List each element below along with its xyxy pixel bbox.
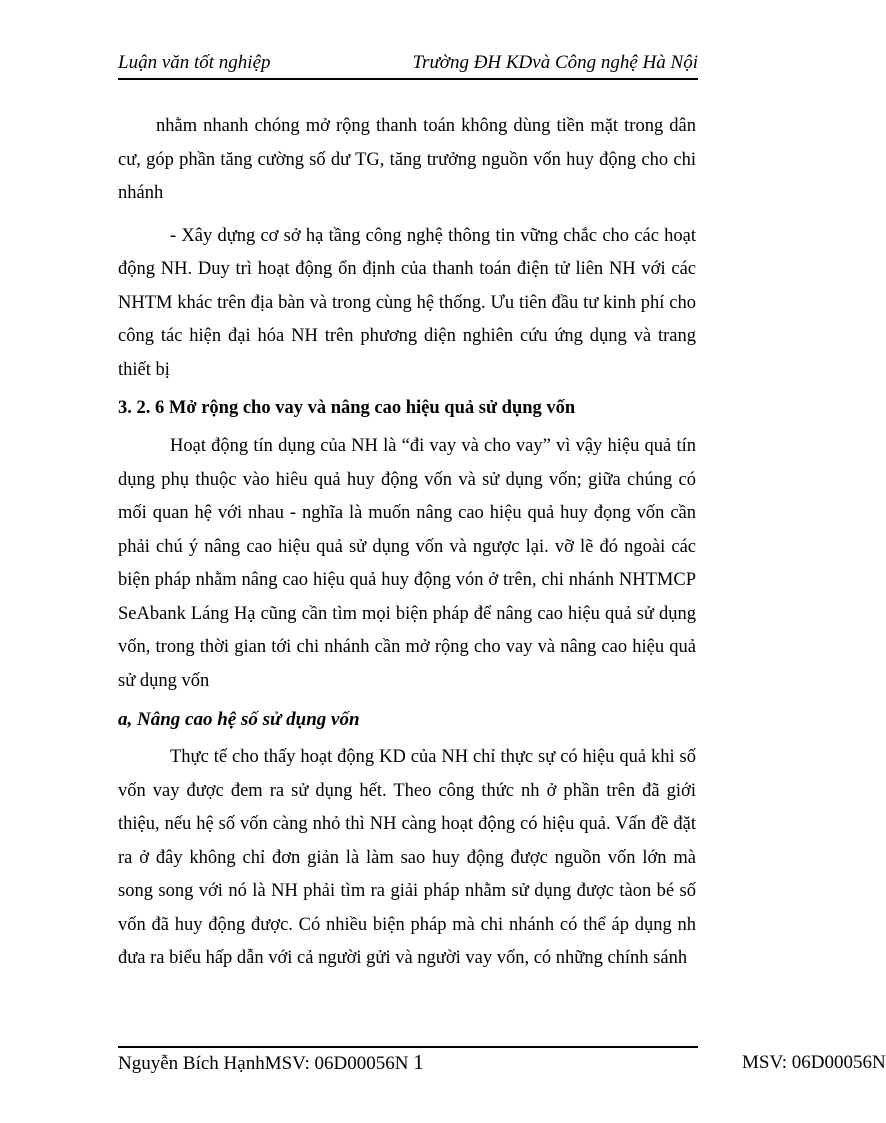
header-divider — [118, 78, 698, 80]
header-university-name: Trường ĐH KDvà Công nghệ Hà Nội — [412, 52, 698, 73]
paragraph-it-infrastructure: - Xây dựng cơ sở hạ tầng công nghệ thông tin vững chắc cho các hoạt động NH. Duy trì hoạt động ổn định của thanh toán điện tử liên NH với các NHTM khác trên địa bàn và trong cùng hệ thống. Ưu tiên đầu tư kinh phí cho công tác hiện đại hóa NH trên phương diện nghiên cứu ứng dụng và trang thiết bị — [118, 225, 696, 380]
section-heading-3-2-6: 3. 2. 6 Mở rộng cho vay và nâng cao hiệu quả sử dụng vốn — [118, 398, 576, 418]
paragraph-credit-activity: Hoạt động tín dụng của NH là “đi vay và cho vay” vì vậy hiệu quả tín dụng phụ thuộc vào hiêu quả huy động vốn và sử dụng vốn; giữa chúng có mối quan hệ với nhau - nghĩa là muốn nâng cao hiệu quả huy đọng vốn cần phải chú ý nâng cao hiệu quả sử dụng vốn và ngược lại. vỡ lẽ đó ngoài các biện pháp nhằm nâng cao hiệu quả huy động vón ở trên, chi nhánh NHTMCP SeAbank Láng Hạ cũng cần tìm mọi biện pháp để nâng cao hiệu quả sử dụng vốn, trong thời gian tới chi nhánh cần mở rộng cho vay và nâng cao hiệu quả sử dụng vốn — [118, 436, 696, 691]
paragraph-payment-expansion: nhằm nhanh chóng mở rộng thanh toán không dùng tiền mặt trong dân cư, góp phần tăng cường số dư TG, tăng trưởng nguồn vốn huy động cho chi nhánh — [118, 116, 696, 203]
page-header — [118, 50, 698, 80]
footer-student-id: MSV: 06D00056N — [742, 1052, 886, 1073]
page-number: 1 — [413, 1050, 424, 1074]
footer-divider — [118, 1046, 698, 1048]
subsection-heading-a: a, Nâng cao hệ số sử dụng vốn — [118, 709, 360, 730]
footer-author: Nguyễn Bích HạnhMSV: 06D00056N — [118, 1053, 409, 1074]
document-body — [118, 110, 696, 976]
page-footer — [118, 1050, 424, 1075]
paragraph-capital-usage: Thực tế cho thấy hoạt động KD của NH chỉ thực sự có hiệu quả khi số vốn vay được đem ra sử dụng hết. Theo công thức nh ở phần trên đã giới thiệu, nếu hệ số vốn càng nhỏ thì NH càng hoạt động có hiệu quả. Vấn đề đặt ra ở đây không chỉ đơn giản là làm sao huy động được nguồn vốn lớn mà song song với nó là NH phải tìm ra giải pháp nhằm sử dụng được tàon bé số vốn đã huy động được. Có nhiều biện pháp mà chi nhánh có thể áp dụng nh đưa ra biểu hấp dẫn với cả người gửi và người vay vốn, có những chính sánh — [118, 747, 696, 968]
header-thesis-title: Luận văn tốt nghiệp — [118, 52, 271, 73]
